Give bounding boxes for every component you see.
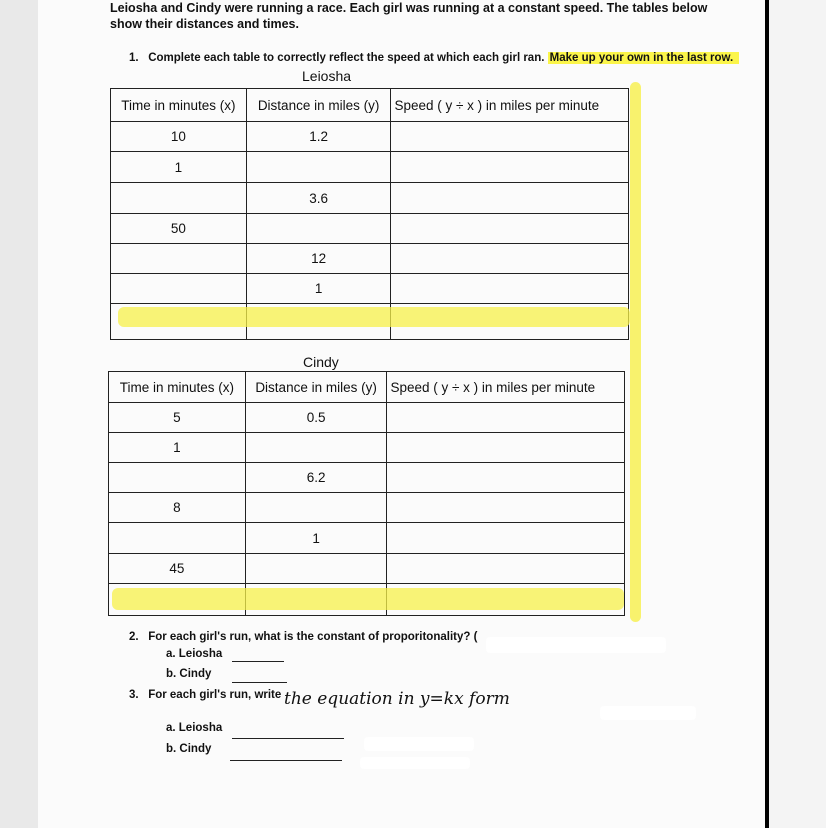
cell-time[interactable]: 50 xyxy=(111,214,247,244)
table-row xyxy=(111,183,629,214)
leiosha-table-title: Leiosha xyxy=(302,68,352,84)
whiteout-smudge xyxy=(486,637,666,653)
highlight-vertical-bracket xyxy=(630,82,641,622)
question-2a-answer-line[interactable] xyxy=(232,661,284,662)
table-row xyxy=(109,493,625,523)
cell-time[interactable]: 1 xyxy=(111,152,247,183)
cell-speed[interactable] xyxy=(391,183,629,214)
question-2 xyxy=(129,631,477,643)
question-3 xyxy=(129,689,281,701)
cell-speed[interactable] xyxy=(387,433,625,463)
table-row xyxy=(111,152,629,183)
question-3-text: For each girl's run, write xyxy=(148,689,282,701)
question-1-text: Complete each table to correctly reflect the speed at which each girl ran. xyxy=(148,52,545,64)
question-3-number: 3. xyxy=(129,689,139,701)
handwritten-equation-note: the equation in y=kx form xyxy=(284,689,510,709)
cell-speed[interactable] xyxy=(391,214,629,244)
table-row xyxy=(109,433,625,463)
leiosha-table xyxy=(110,88,629,340)
cell-distance[interactable]: 1 xyxy=(246,274,391,304)
question-2-number: 2. xyxy=(129,631,139,643)
question-1-highlight: Make up your own in the last row. xyxy=(548,52,740,64)
cell-speed[interactable] xyxy=(391,152,629,183)
question-2b-label: b. Cindy xyxy=(166,668,212,680)
whiteout-smudge xyxy=(364,737,474,751)
cell-distance[interactable] xyxy=(245,493,387,523)
question-3b-label: b. Cindy xyxy=(166,743,212,755)
cell-distance[interactable]: 1 xyxy=(245,523,387,554)
cell-speed[interactable] xyxy=(387,554,625,584)
whiteout-smudge xyxy=(360,757,470,769)
cell-speed[interactable] xyxy=(387,463,625,493)
header-distance: Distance in miles (y) xyxy=(245,372,387,403)
highlight-leiosha-last-row xyxy=(118,307,630,327)
header-speed: Speed ( y ÷ x ) in miles per minute xyxy=(391,89,629,122)
cell-distance[interactable]: 12 xyxy=(246,244,391,274)
cell-distance[interactable]: 1.2 xyxy=(246,122,391,152)
question-2a-label: a. Leiosha xyxy=(166,648,223,660)
whiteout-smudge xyxy=(600,706,696,720)
cell-speed[interactable] xyxy=(387,523,625,554)
cell-distance[interactable]: 0.5 xyxy=(245,403,387,433)
cell-time[interactable]: 45 xyxy=(109,554,246,584)
cell-speed[interactable] xyxy=(391,122,629,152)
intro-text: Leiosha and Cindy were running a race. Each girl was running at a constant speed. The tables below show their distances and times. xyxy=(110,1,708,31)
cell-time[interactable] xyxy=(111,274,247,304)
question-2-text: For each girl's run, what is the constant of proporitonality? ( xyxy=(148,631,478,643)
table-row xyxy=(111,274,629,304)
highlight-cindy-last-row xyxy=(112,588,624,610)
cell-time[interactable] xyxy=(109,523,246,554)
cindy-table xyxy=(108,371,625,616)
table-row xyxy=(111,244,629,274)
cell-time[interactable]: 1 xyxy=(109,433,246,463)
cell-speed[interactable] xyxy=(391,274,629,304)
table-row xyxy=(111,122,629,152)
cell-speed[interactable] xyxy=(391,244,629,274)
header-distance: Distance in miles (y) xyxy=(246,89,391,122)
cell-time[interactable]: 10 xyxy=(111,122,247,152)
cell-time[interactable] xyxy=(109,463,246,493)
cell-time[interactable] xyxy=(111,183,247,214)
table-row xyxy=(111,214,629,244)
cell-distance[interactable] xyxy=(246,214,391,244)
cell-distance[interactable] xyxy=(245,433,387,463)
cell-distance[interactable] xyxy=(246,152,391,183)
question-3a-label: a. Leiosha xyxy=(166,722,223,734)
question-1 xyxy=(129,52,739,64)
question-1-number: 1. xyxy=(129,52,139,64)
cell-time[interactable]: 8 xyxy=(109,493,246,523)
header-time: Time in minutes (x) xyxy=(111,89,247,122)
table-row xyxy=(109,463,625,493)
question-3b-answer-line[interactable] xyxy=(230,760,342,761)
table-row xyxy=(109,554,625,584)
cell-time[interactable] xyxy=(111,244,247,274)
cell-speed[interactable] xyxy=(387,403,625,433)
question-3a-answer-line[interactable] xyxy=(232,738,344,739)
cell-time[interactable]: 5 xyxy=(109,403,246,433)
header-time: Time in minutes (x) xyxy=(109,372,246,403)
cell-distance[interactable]: 6.2 xyxy=(245,463,387,493)
cell-distance[interactable]: 3.6 xyxy=(246,183,391,214)
cell-speed[interactable] xyxy=(387,493,625,523)
background-margin xyxy=(769,0,826,828)
header-speed: Speed ( y ÷ x ) in miles per minute xyxy=(387,372,625,403)
table-row xyxy=(109,403,625,433)
cindy-table-title: Cindy xyxy=(303,354,339,370)
question-2b-answer-line[interactable] xyxy=(232,682,287,683)
table-row xyxy=(109,523,625,554)
cell-distance[interactable] xyxy=(245,554,387,584)
